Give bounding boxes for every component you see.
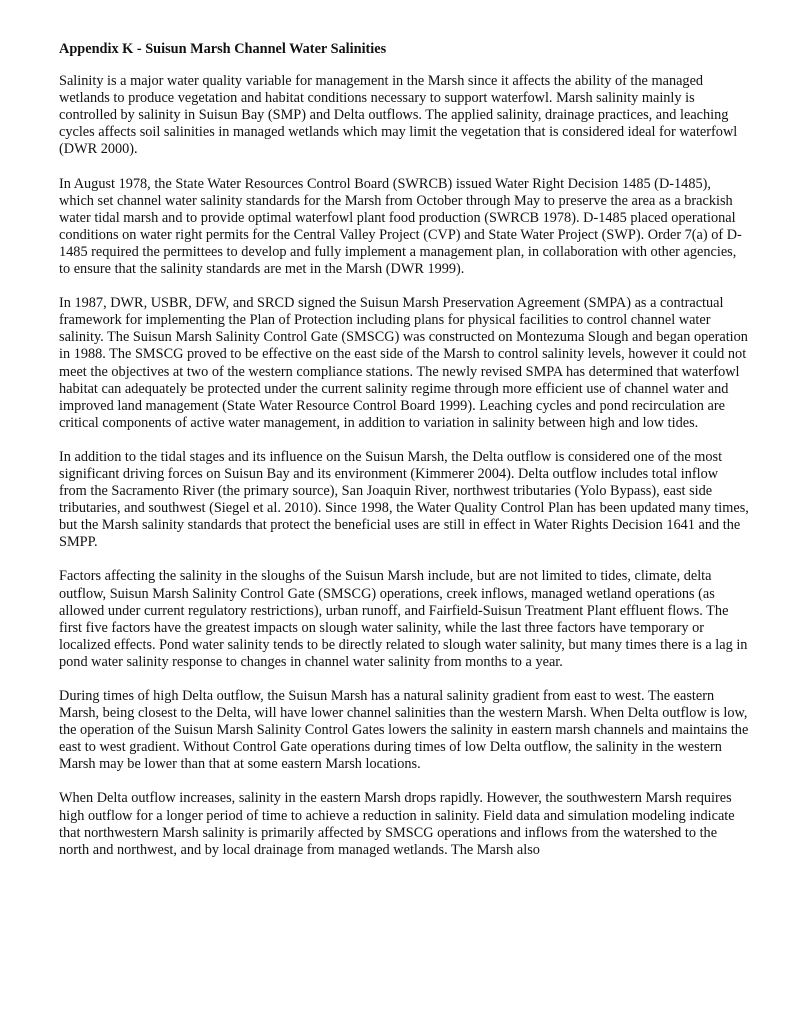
document-page (59, 41, 749, 876)
paragraph-delta-outflow: In addition to the tidal stages and its influence on the Suisun Marsh, the Delta outflow is considered one of the most significant driving forces on Suisun Bay and its environment (Kimmerer 2004). Delta outflow includes total inflow from the Sacramento River (the primary source), San Joaquin River, northwest tributaries (Yolo Bypass), east side tributaries, and southwest (Siegel et al. 2010). Since 1998, the Water Quality Control Plan has been updated many times, but the Marsh salinity standards that protect the beneficial uses are still in effect in Water Rights Decision 1641 and the SMPP. (59, 448, 749, 551)
paragraph-salinity-overview: Salinity is a major water quality variable for management in the Marsh since it affects the ability of the managed wetlands to produce vegetation and habitat conditions necessary to support waterfowl. Marsh salinity mainly is controlled by salinity in Suisun Bay (SMP) and Delta outflows. The applied salinity, drainage practices, and leaching cycles affects soil salinities in managed wetlands which may limit the vegetation that is considered ideal for waterfowl (DWR 2000). (59, 73, 738, 158)
paragraph-salinity-gradient: During times of high Delta outflow, the Suisun Marsh has a natural salinity gradient from east to west. The eastern Marsh, being closest to the Delta, will have lower channel salinities than the western Marsh. When Delta outflow is low, the operation of the Suisun Marsh Salinity Control Gates lowers the salinity in eastern marsh channels and maintains the east to west gradient. Without Control Gate operations during times of low Delta outflow, the salinity in the western Marsh may be lower than that at some eastern Marsh locations. (59, 688, 749, 773)
paragraph-smpa-agreement: In 1987, DWR, USBR, DFW, and SRCD signed the Suisun Marsh Preservation Agreement (SMPA) as a contractual framework for implementing the Plan of Protection including plans for physical facilities to control channel water salinity. The Suisun Marsh Salinity Control Gate (SMSCG) was constructed on Montezuma Slough and began operation in 1988. The SMSCG proved to be effective on the east side of the Marsh to control salinity levels, however it could not meet the objectives at two of the western compliance stations. The newly revised SMPA has determined that waterfowl habitat can adequately be protected under the current salinity regime through more efficient use of channel water and improved land management (State Water Resource Control Board 1999). Leaching cycles and pond recirculation are critical components of active water management, in addition to variation in salinity between high and low tides. (59, 295, 748, 431)
paragraph-salinity-factors: Factors affecting the salinity in the sloughs of the Suisun Marsh include, but are not limited to tides, climate, delta outflow, Suisun Marsh Salinity Control Gate (SMSCG) operations, creek inflows, managed wetland operations (as allowed under current regulatory restrictions), urban runoff, and Fairfield-Suisun Treatment Plant effluent flows. The first five factors have the greatest impacts on slough water salinity, while the last three factors have temporary or localized effects. Pond water salinity tends to be directly related to slough water salinity, but many times there is a lag in pond water salinity response to changes in channel water salinity from months to a year. (59, 568, 748, 670)
paragraph-d1485-decision: In August 1978, the State Water Resources Control Board (SWRCB) issued Water Right Decision 1485 (D-1485), which set channel water salinity standards for the Marsh from October through May to preserve the area as a brackish water tidal marsh and to provide optimal waterfowl plant food production (SWRCB 1978). D-1485 placed operational conditions on water right permits for the Central Valley Project (CVP) and State Water Project (SWP). Order 7(a) of D-1485 required the permittees to develop and fully implement a management plan, in collaboration with other agencies, to ensure that the salinity standards are met in the Marsh (DWR 1999). (59, 175, 742, 278)
appendix-heading: Appendix K - Suisun Marsh Channel Water Salinities (59, 41, 387, 57)
paragraph-outflow-increase: When Delta outflow increases, salinity in the eastern Marsh drops rapidly. However, the southwestern Marsh requires high outflow for a longer period of time to achieve a reduction in salinity. Field data and simulation modeling indicate that northwestern Marsh salinity is primarily affected by SMSCG operations and inflows from the watershed to the north and northwest, and by local drainage from managed wetlands. The Marsh also (59, 790, 735, 858)
